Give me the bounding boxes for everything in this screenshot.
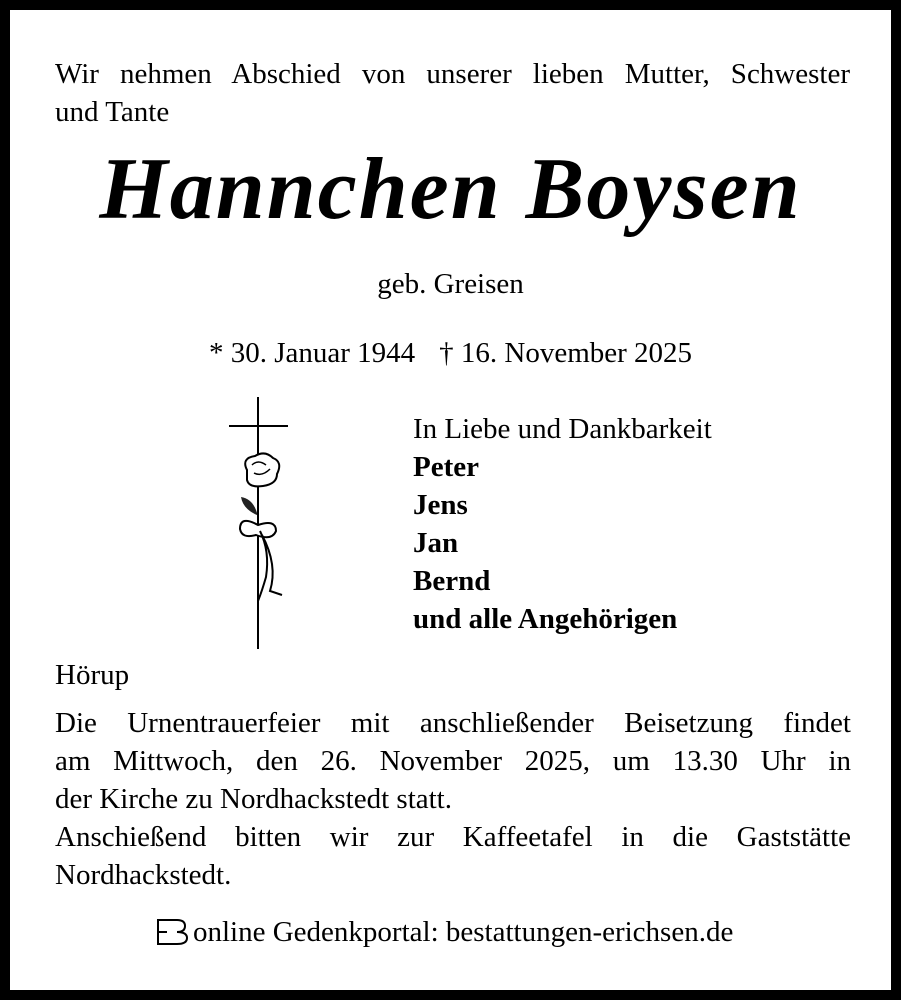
mourner-name: Peter — [413, 451, 479, 483]
memorial-portal-link[interactable]: online Gedenkportal: bestattungen-erichsen.de — [193, 916, 734, 948]
maiden-name: geb. Greisen — [377, 268, 524, 300]
intro-line: und Tante — [55, 96, 170, 128]
footer — [155, 913, 733, 951]
intro-line: Wir nehmen Abschied von unserer lieben Mutter, Schwester — [55, 58, 850, 90]
intro-text — [55, 55, 850, 131]
place: Hörup — [55, 659, 130, 691]
ceremony-line: am Mittwoch, den 26. November 2025, um 13.30 Uhr in — [55, 745, 851, 777]
cross-rose-icon — [222, 395, 302, 651]
ceremony-line: Anschießend bitten wir zur Kaffeetafel in die Gaststätte — [55, 821, 851, 853]
ceremony-line: Nordhackstedt. — [55, 859, 232, 891]
ceremony-line: Die Urnentrauerfeier mit anschließender Beisetzung findet — [55, 707, 851, 739]
ceremony-line: der Kirche zu Nordhackstedt statt. — [55, 783, 452, 815]
death-date: † 16. November 2025 — [439, 337, 693, 369]
funeral-home-logo-icon — [155, 917, 189, 947]
mourner-name: und alle Angehörigen — [413, 603, 678, 635]
mourner-name: Bernd — [413, 565, 491, 597]
life-dates — [0, 334, 901, 372]
birth-date: * 30. Januar 1944 — [208, 337, 416, 369]
mourner-name: Jan — [413, 527, 459, 559]
deceased-name: Hannchen Boysen — [99, 141, 802, 238]
ceremony-text — [55, 704, 851, 894]
mourner-name: Jens — [413, 489, 468, 521]
signatures — [413, 410, 712, 638]
closing-text: In Liebe und Dankbarkeit — [413, 413, 712, 445]
